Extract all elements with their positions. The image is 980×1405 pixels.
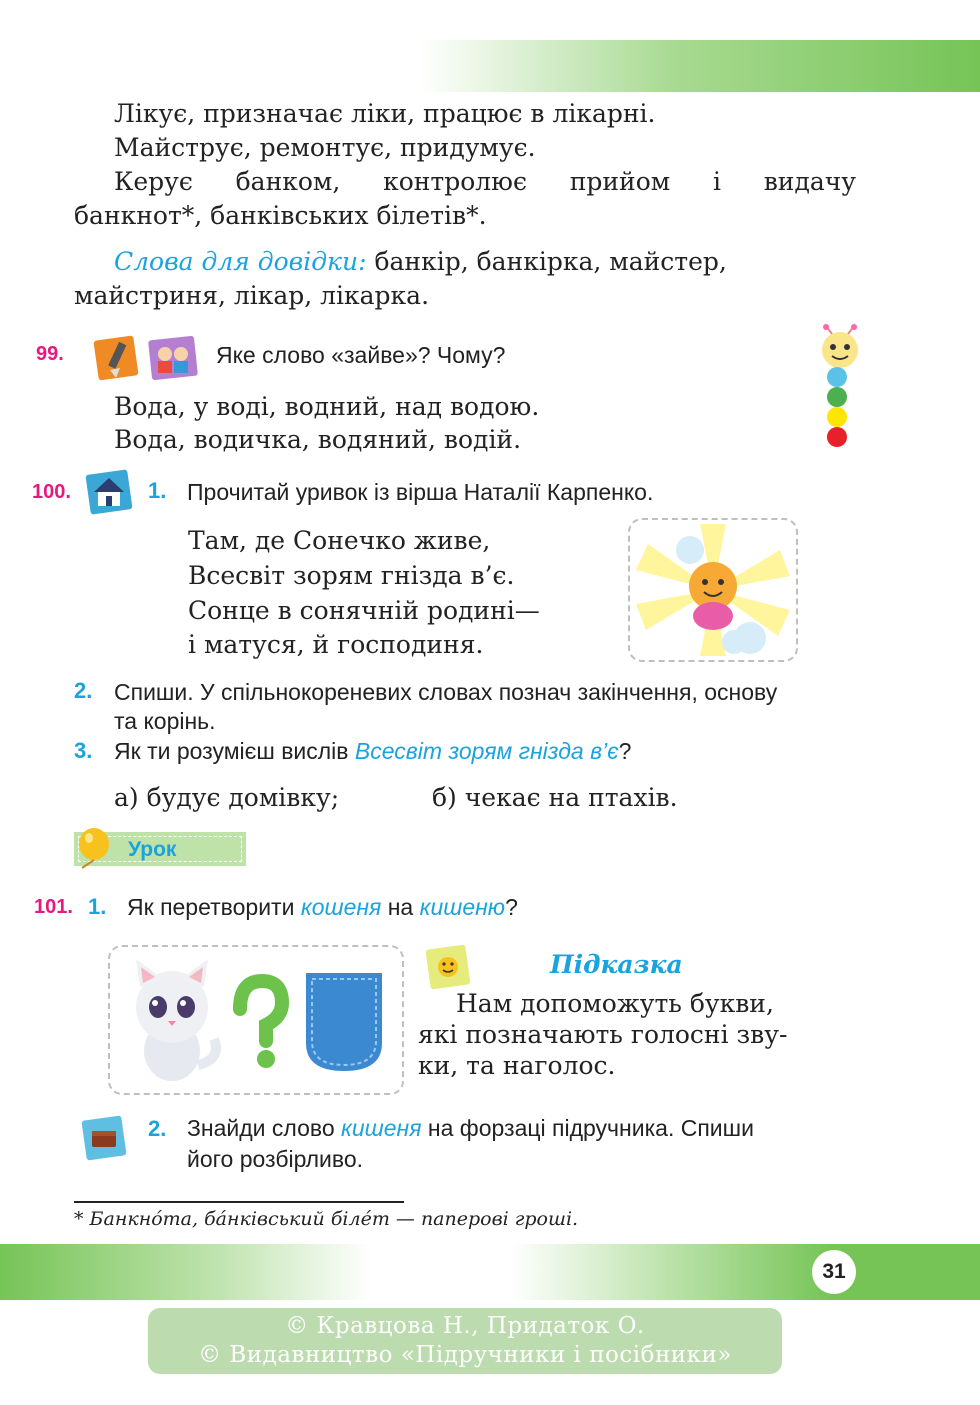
task-number: 1. bbox=[148, 478, 167, 503]
exercise-number: 99. bbox=[36, 343, 64, 365]
reference-list-cont: майстриня, лікар, лікарка. bbox=[74, 281, 430, 310]
reference-words bbox=[114, 245, 856, 278]
reference-label: Слова для довідки: bbox=[114, 247, 367, 276]
task-text-part: ? bbox=[618, 738, 632, 764]
task-number: 1. bbox=[88, 894, 107, 919]
kitten-icon bbox=[136, 959, 216, 1081]
task-number: 2. bbox=[74, 678, 93, 703]
children-icon bbox=[146, 334, 200, 386]
text-line: банкнот*, банківських білетів*. bbox=[74, 201, 487, 230]
task-text-part: ? bbox=[505, 894, 518, 920]
pencil-icon bbox=[92, 334, 140, 386]
task-text-part: Як перетворити bbox=[127, 894, 301, 920]
task-text bbox=[114, 736, 631, 766]
task-number: 3. bbox=[74, 738, 93, 763]
exercise-number: 100. bbox=[32, 481, 71, 503]
question-mark-icon bbox=[240, 981, 282, 1068]
text-line: Керує банком, контролює прийом і видачу bbox=[114, 167, 856, 196]
quoted-phrase: Всесвіт зорям гнізда в’є bbox=[354, 738, 619, 764]
sun-illustration bbox=[628, 518, 798, 662]
book-note-icon bbox=[80, 1114, 128, 1166]
text-line: Майструє, ремонтує, придумує. bbox=[114, 133, 536, 162]
answer-option-a: а) будує домівку; bbox=[114, 783, 340, 812]
task-text-part: Як ти розумієш вислів bbox=[114, 738, 355, 764]
header-band bbox=[420, 40, 980, 92]
task-text: Прочитай уривок із вірша Наталії Карпенко. bbox=[187, 479, 654, 505]
text-line: Вода, у воді, водний, над водою. bbox=[114, 392, 540, 421]
balloon-icon bbox=[74, 826, 112, 874]
hint-text: ки, та наголос. bbox=[418, 1051, 616, 1080]
pocket-icon bbox=[306, 973, 382, 1071]
exercise-question: Яке слово «зайве»? Чому? bbox=[216, 342, 506, 368]
task-text bbox=[187, 1113, 754, 1143]
task-text-part: на форзаці підручника. Спиши bbox=[421, 1115, 754, 1141]
poem-line: Всесвіт зорям гнізда в’є. bbox=[188, 561, 515, 590]
hint-text: які позначають голосні зву- bbox=[418, 1020, 788, 1049]
footnote: * Банкно́та, ба́нківський біле́т — паперові гроші. bbox=[74, 1208, 579, 1230]
copyright-box bbox=[148, 1308, 782, 1374]
copyright-line: © Видавництво «Підручники і посібники» bbox=[198, 1342, 732, 1368]
page-number: 31 bbox=[812, 1250, 856, 1294]
task-text-part: Знайди слово bbox=[187, 1115, 342, 1141]
house-icon bbox=[84, 468, 134, 520]
poem-line: Там, де Сонечко живе, bbox=[188, 526, 491, 555]
hint-title: Підказка bbox=[550, 950, 683, 979]
task-text bbox=[127, 892, 518, 922]
task-text: Спиши. У спільнокореневих словах познач закінчення, основу bbox=[114, 679, 778, 705]
poem-line: Сонце в сонячній родині— bbox=[188, 596, 540, 625]
poem-line: і матуся, й господиня. bbox=[188, 630, 484, 659]
text-line: Лікує, призначає ліки, працює в лікарні. bbox=[114, 99, 656, 128]
word-kitten: кошеня bbox=[300, 894, 382, 920]
word-pocket: кишеня bbox=[341, 1115, 422, 1141]
lesson-label: Урок bbox=[128, 838, 177, 861]
kitten-pocket-illustration bbox=[108, 945, 404, 1095]
task-text: його розбірливо. bbox=[187, 1146, 364, 1172]
footnote-divider bbox=[74, 1201, 404, 1203]
task-text-part: на bbox=[381, 894, 420, 920]
exercise-number: 101. bbox=[34, 896, 73, 918]
word-pocket: кишеню bbox=[419, 894, 506, 920]
answer-option-b: б) чекає на птахів. bbox=[432, 783, 678, 812]
text-line: Вода, водичка, водяний, водій. bbox=[114, 425, 522, 454]
reference-list: банкір, банкірка, майстер, bbox=[366, 247, 727, 276]
task-text: та корінь. bbox=[114, 708, 216, 734]
copyright-line: © Кравцова Н., Придаток О. bbox=[285, 1313, 645, 1339]
hint-text: Нам допоможуть букви, bbox=[456, 989, 774, 1018]
caterpillar-icon bbox=[812, 324, 868, 458]
task-number: 2. bbox=[148, 1116, 167, 1141]
